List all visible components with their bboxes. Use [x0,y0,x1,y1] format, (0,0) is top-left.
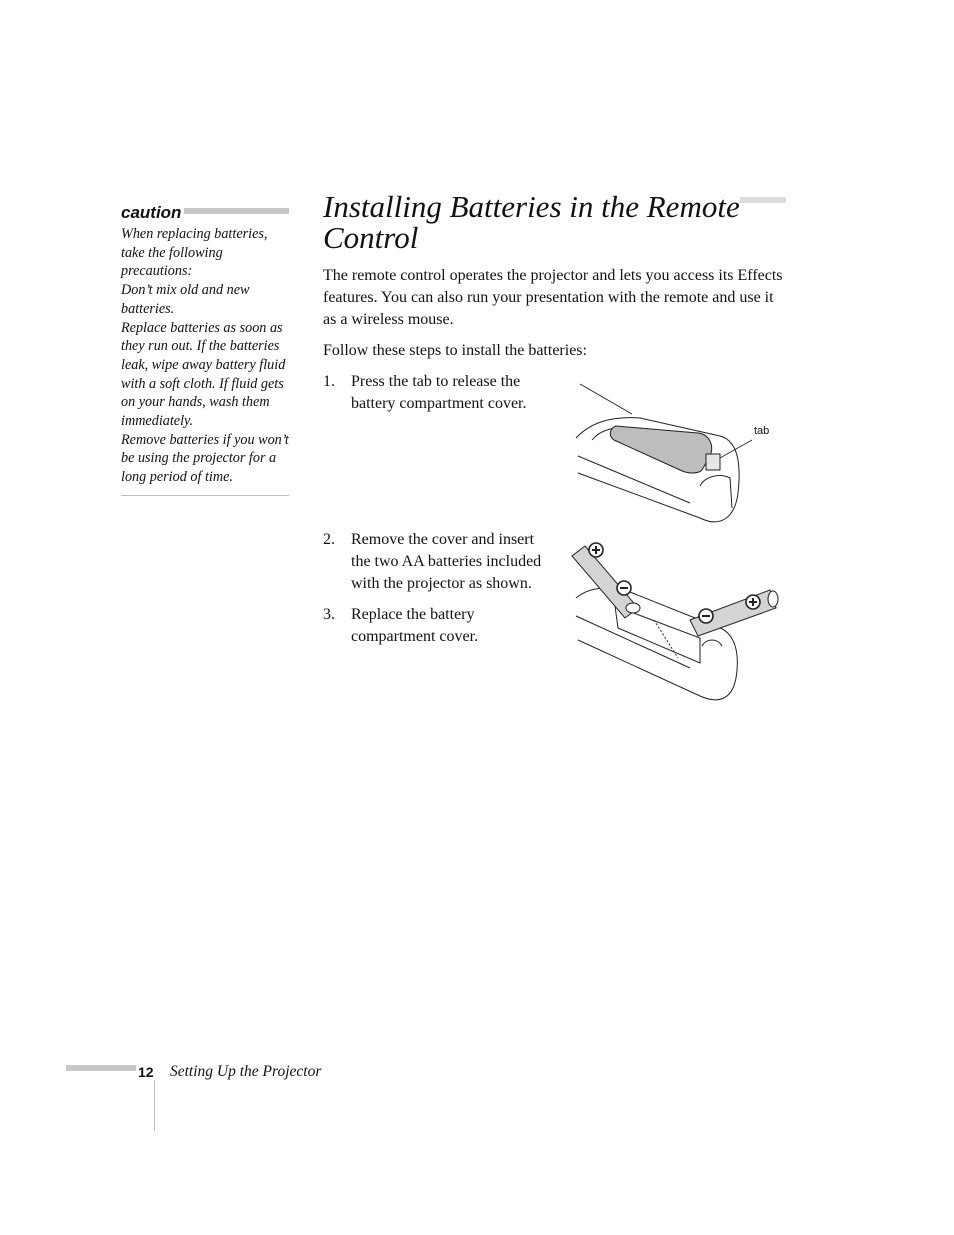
tab-callout-label: tab [754,425,770,437]
page-number: 12 [138,1064,154,1080]
intro-paragraph: The remote control operates the projector and lets you access its Effects features. You can also run your presentation with the remote and use it as a wireless mouse. [323,267,783,328]
caution-divider [121,495,289,496]
page-title-text: Installing Batteries in the Remote Control [323,189,740,255]
step-number: 2. [323,531,335,548]
step-1 [323,371,563,421]
step-text: Remove the cover and insert the two AA batteries included with the projector as shown. [351,531,542,592]
step-2 [323,529,563,599]
step-3 [323,604,563,654]
step-number: 3. [323,606,335,623]
step-number: 1. [323,373,335,390]
battery-insertion-illustration [570,528,785,708]
step-text: Replace the battery compartment cover. [351,606,479,645]
section-title: Setting Up the Projector [170,1063,322,1080]
caution-line: Remove batteries if you won’t be using the projector for a long period of time. [121,431,289,486]
lead-paragraph: Follow these steps to install the batteries: [323,342,587,359]
battery-icon [572,543,640,618]
caution-line: When replacing batteries, take the following precautions: [121,226,268,280]
battery-icon [690,590,778,636]
caution-line: Replace batteries as soon as they run out. If the batteries leak, wipe away battery fluid with a soft cloth. If fluid gets on your hands, wash them immediately. [121,319,286,430]
step-text: Press the tab to release the battery compartment cover. [351,373,527,412]
caution-title: caution [121,203,184,223]
caution-body [121,225,291,487]
caution-line: Don’t mix old and new batteries. [121,282,250,317]
page-title [323,191,763,253]
remote-cover-illustration [570,378,780,533]
